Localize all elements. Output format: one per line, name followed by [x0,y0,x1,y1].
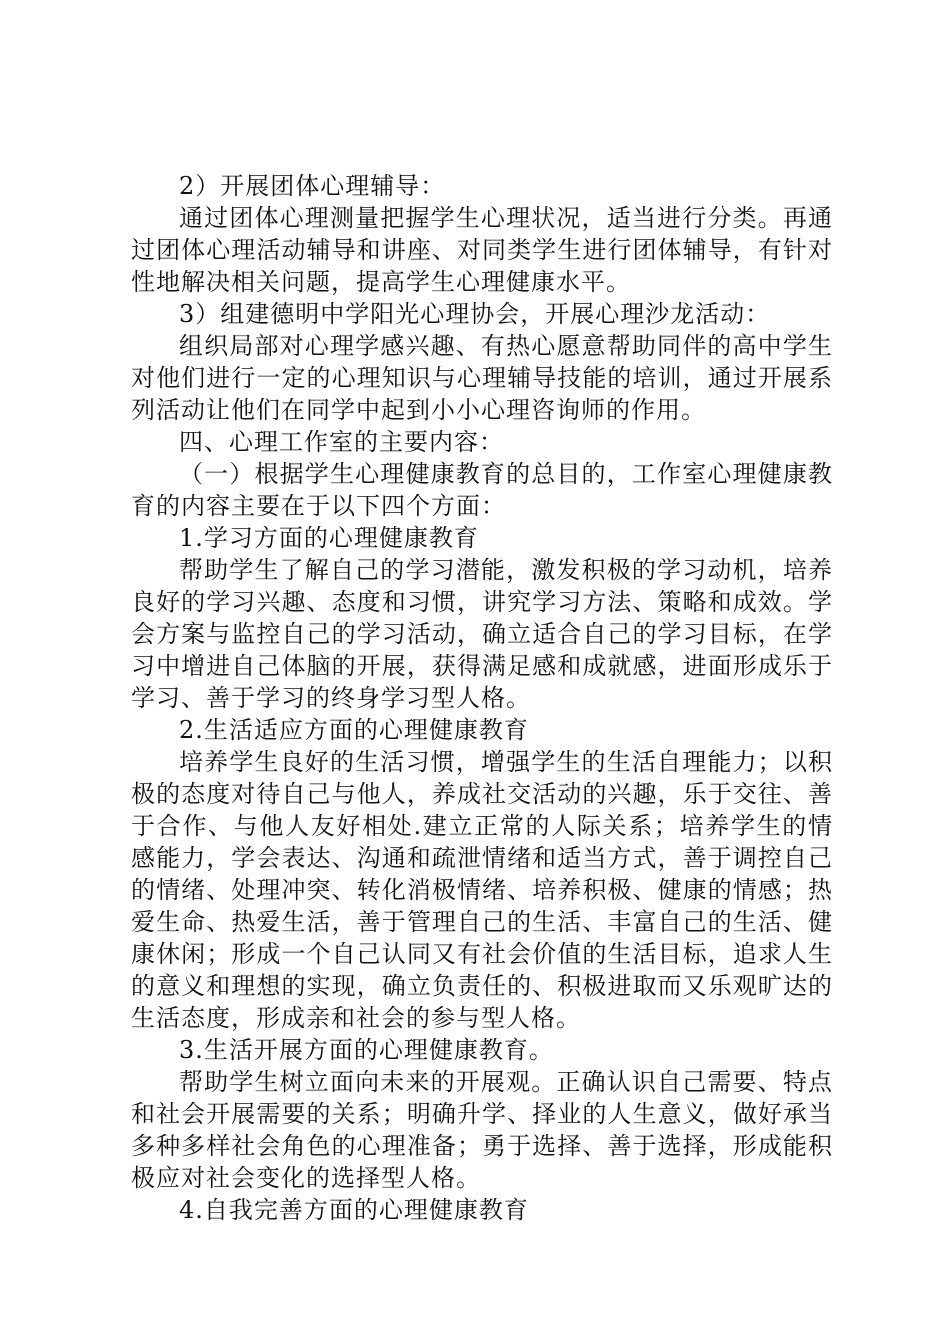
heading-learning: 1.学习方面的心理健康教育 [179,524,479,552]
paragraph-life-adaptation: 培养学生良好的生活习惯，增强学生的生活自理能力；以积极的态度对待自己与他人，养成社交活动的兴趣，乐于交往、善于合作、与他人友好相处.建立正常的人际关系；培养学生的情感能力，学会表达、沟通和疏泄情绪和适当方式，善于调控自己的情绪、处理冲突、转化消极情绪、培养积极、健康的情感；热爱生命、热爱生活，善于管理自己的生活、丰富自己的生活、健康休闲；形成一个自己认同又有社会价值的生活目标，追求人生的意义和理想的实现，确立负责任的、积极进取而又乐观旷达的生活态度，形成亲和社会的参与型人格。 [131,748,833,1032]
document-body [131,170,833,1226]
paragraph-group-counseling: 通过团体心理测量把握学生心理状况，适当进行分类。再通过团体心理活动辅导和讲座、对同类学生进行团体辅导，有针对性地解决相关问题，提高学生心理健康水平。 [131,204,833,296]
paragraph-life-development: 帮助学生树立面向未来的开展观。正确认识自己需要、特点和社会开展需要的关系；明确升学、择业的人生意义，做好承当多种多样社会角色的心理准备；勇于选择、善于选择，形成能积极应对社会变化的选择型人格。 [131,1068,833,1192]
paragraph-learning: 帮助学生了解自己的学习潜能，激发积极的学习动机，培养良好的学习兴趣、态度和习惯，讲究学习方法、策略和成效。学会方案与监控自己的学习活动，确立适合自己的学习目标，在学习中增进自己体脑的开展，获得满足感和成就感，进面形成乐于学习、善于学习的终身学习型人格。 [131,556,833,712]
heading-group-counseling: 2）开展团体心理辅导： [179,172,446,200]
heading-life-adaptation: 2.生活适应方面的心理健康教育 [179,716,529,744]
section-title-main-content: 四、心理工作室的主要内容： [179,428,504,456]
paragraph-psychology-association: 组织局部对心理学感兴趣、有热心愿意帮助同伴的高中学生对他们进行一定的心理知识与心理辅导技能的培训，通过开展系列活动让他们在同学中起到小小心理咨询师的作用。 [131,332,833,424]
paragraph-four-aspects-intro: （一）根据学生心理健康教育的总目的，工作室心理健康教育的内容主要在于以下四个方面： [131,460,833,520]
heading-self-improvement: 4.自我完善方面的心理健康教育 [179,1196,529,1224]
heading-psychology-association: 3）组建德明中学阳光心理协会，开展心理沙龙活动： [179,300,771,328]
heading-life-development: 3.生活开展方面的心理健康教育。 [179,1036,554,1064]
